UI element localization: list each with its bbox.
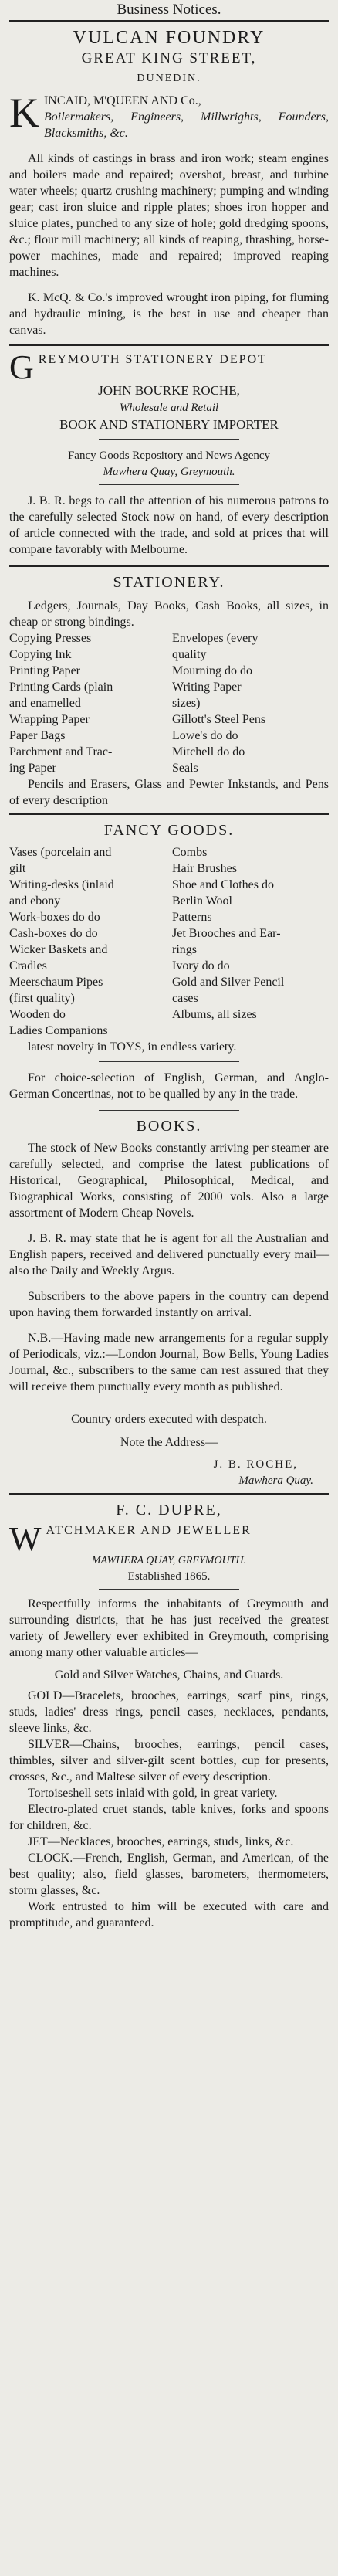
- stationery-item-right: Envelopes (every: [172, 632, 259, 645]
- depot-owner: JOHN BOURKE ROCHE,: [98, 383, 240, 398]
- fancy-row: [9, 958, 329, 974]
- books-sign-place: Mawhera Quay.: [238, 1475, 313, 1487]
- depot-title: REYMOUTH STATIONERY DEPOT: [38, 353, 267, 366]
- stationery-item-right: Seals: [172, 762, 198, 775]
- books-heading: BOOKS.: [136, 1118, 202, 1135]
- fancy-item-left: gilt: [9, 862, 26, 875]
- books-sign-name: J. B. ROCHE,: [213, 1458, 298, 1471]
- books-p2: J. B. R. may state that he is agent for all the Australian and English papers, received and delivered punctually every mail—also the Daily and Weekly Argus.: [9, 1232, 329, 1278]
- stationery-row: [9, 711, 329, 728]
- stationery-item-right: Lowe's do do: [172, 729, 238, 742]
- stationery-item-left: Printing Cards (plain: [9, 680, 113, 694]
- depot-importer: BOOK AND STATIONERY IMPORTER: [59, 417, 279, 432]
- fancy-concertinas: For choice-selection of English, German, and Anglo-German Concertinas, not to be qualled by any in the trade.: [9, 1071, 329, 1101]
- dupre-clock: CLOCK.—French, English, German, and American, of the best quality; also, field glasses, barometers, thermometers, storm glasses, &c.: [9, 1851, 329, 1897]
- depot-address: Mawhera Quay, Greymouth.: [103, 466, 235, 478]
- fancy-row: [9, 860, 329, 877]
- stationery-row: [9, 744, 329, 760]
- fancy-item-left: Cradles: [9, 959, 47, 972]
- fancy-item-left: Vases (porcelain and: [9, 846, 112, 859]
- stationery-tail: Pencils and Erasers, Glass and Pewter Inkstands, and Pens of every description: [9, 778, 329, 807]
- fancy-row: [9, 844, 329, 860]
- rule-5: [9, 1493, 329, 1495]
- books-note: Note the Address—: [120, 1436, 218, 1449]
- fancy-item-right: Combs: [172, 846, 208, 859]
- dupre-place: MAWHERA QUAY, GREYMOUTH.: [91, 1555, 247, 1566]
- fancy-item-left: and ebony: [9, 894, 61, 908]
- header-rule: [9, 20, 329, 22]
- fancy-item-right: Jet Brooches and Ear-: [172, 927, 281, 940]
- dupre-tortoise: Tortoiseshell sets inlaid with gold, in great variety.: [28, 1787, 278, 1800]
- stationery-item-right: Mourning do do: [172, 664, 252, 677]
- fancy-item-right: Shoe and Clothes do: [172, 878, 274, 891]
- fancy-rule: [99, 1061, 239, 1062]
- fancy-item-right: Berlin Wool: [172, 894, 232, 908]
- fancy-item-left: Cash-boxes do do: [9, 927, 98, 940]
- fancy-row: [9, 877, 329, 893]
- stationery-row: [9, 663, 329, 679]
- vulcan-body: All kinds of castings in brass and iron work; steam engines and boilers made and repaired; overshot, breast, and turbine water wheels; quartz crushing machinery; pumping and winding gear; cast iron sluice and ripple plates; shoes iron hopper and sluice plates, punched to any size of hole; gold dredging spoons, &c.; flour mill machinery; all kinds of reaping, thrashing, horse-power machines, made and repaired; improved reaping machines.: [9, 152, 329, 279]
- fancy-item-right: Ivory do do: [172, 959, 230, 972]
- books-p1: The stock of New Books constantly arriving per steamer are carefully selected, and comprise the latest publications of Historical, Geographical, Philosophical, Medical, and Biographical Works, consisting of 2000 vols. Also a large assortment of Modern Cheap Novels.: [9, 1142, 329, 1220]
- fancy-row: [9, 893, 329, 909]
- stationery-row: [9, 695, 329, 711]
- fancy-item-left: Writing-desks (inlaid: [9, 878, 114, 891]
- fancy-item-right: Gold and Silver Pencil: [172, 976, 285, 989]
- dupre-electro: Electro-plated cruet stands, table knives, forks and spoons for children, &c.: [9, 1803, 329, 1832]
- depot-intro: J. B. R. begs to call the attention of his numerous patrons to the carefully selected Stock now on hand, of every description of article connected with the trade, and sold at prices that will compare favorably with Melbourne.: [9, 494, 329, 556]
- vulcan-title: VULCAN FOUNDRY: [73, 28, 265, 48]
- fancy-item-right: cases: [172, 992, 198, 1005]
- fancy-list: [9, 844, 329, 1039]
- fancy-item-right: Patterns: [172, 911, 212, 924]
- vulcan-city: DUNEDIN.: [137, 73, 201, 84]
- stationery-item-right: Writing Paper: [172, 680, 242, 694]
- books-p4: N.B.—Having made new arrangements for a regular supply of Periodicals, viz.:—London Journal, Bow Bells, Young Ladies Journal, &c., subscribers to the same can rest assured that they will receive them punctually every month as published.: [9, 1332, 329, 1393]
- section-header: Business Notices.: [117, 2, 221, 18]
- books-p3: Subscribers to the above papers in the country can depend upon having them forwarded instantly on arrival.: [9, 1290, 329, 1319]
- fancy-row: [9, 909, 329, 925]
- fancy-heading: FANCY GOODS.: [103, 822, 235, 839]
- depot-fancy-line: Fancy Goods Repository and News Agency: [67, 450, 271, 462]
- fancy-item-left: Work-boxes do do: [9, 911, 100, 924]
- fancy-item-left: Wooden do: [9, 1008, 66, 1021]
- dupre-goods-head: Gold and Silver Watches, Chains, and Guards.: [54, 1668, 284, 1682]
- dupre-intro: Respectfully informs the inhabitants of Greymouth and surrounding districts, that he has just received the greatest variety of Jewellery ever exhibited in Greymouth, comprising among many other valuable articles—: [9, 1597, 329, 1659]
- dupre-silver: SILVER—Chains, brooches, earrings, pencil cases, thimbles, silver and silver-gilt scent bottles, cup for presents, crosses, &c., and Maltese silver of every description.: [9, 1738, 329, 1784]
- rule-2: [9, 565, 329, 567]
- stationery-list: [9, 630, 329, 776]
- fancy-item-right: Hair Brushes: [172, 862, 237, 875]
- depot-rule-2: [99, 484, 239, 485]
- fancy-item-left: Meerschaum Pipes: [9, 976, 103, 989]
- fancy-item-right: Albums, all sizes: [172, 1008, 257, 1021]
- rule-3: [9, 813, 329, 815]
- fancy-item-right: rings: [172, 943, 197, 956]
- stationery-item-left: and enamelled: [9, 697, 81, 710]
- stationery-heading: STATIONERY.: [113, 574, 225, 591]
- vulcan-foundry-ad: [9, 26, 329, 338]
- dupre-dropcap: W: [9, 1520, 42, 1558]
- dupre-gold: GOLD—Bracelets, brooches, earrings, scarf pins, rings, studs, ladies' dress rings, pencil cases, necklaces, pendants, sleeve links, &c.: [9, 1689, 329, 1735]
- notices-column: [9, 0, 329, 1931]
- stationery-row: [9, 728, 329, 744]
- stationery-item-left: Parchment and Trac-: [9, 745, 113, 759]
- stationery-lead: Ledgers, Journals, Day Books, Cash Books, all sizes, in cheap or strong bindings.: [9, 599, 329, 629]
- depot-rule: [99, 439, 239, 440]
- dupre-trade: ATCHMAKER AND JEWELLER: [46, 1524, 252, 1537]
- fancy-row: [9, 1023, 329, 1039]
- stationery-item-right: Gillott's Steel Pens: [172, 713, 266, 726]
- dupre-title: F. C. DUPRE,: [116, 1502, 222, 1519]
- vulcan-firm: INCAID, M'QUEEN AND Co.,: [44, 94, 201, 107]
- stationery-row: [9, 630, 329, 647]
- stationery-item-left: ing Paper: [9, 762, 56, 775]
- stationery-item-right: quality: [172, 648, 207, 661]
- depot-dropcap: G: [9, 348, 34, 386]
- fancy-row: [9, 974, 329, 990]
- stationery-item-right: Mitchell do do: [172, 745, 245, 759]
- stationery-row: [9, 760, 329, 776]
- vulcan-street: GREAT KING STREET,: [81, 50, 257, 66]
- dupre-jet: JET—Necklaces, brooches, earrings, studs, links, &c.: [28, 1835, 294, 1848]
- books-country: Country orders executed with despatch.: [71, 1413, 267, 1426]
- stationery-item-left: Printing Paper: [9, 664, 80, 677]
- fancy-item-left: Wicker Baskets and: [9, 943, 108, 956]
- stationery-row: [9, 647, 329, 663]
- stationery-item-left: Paper Bags: [9, 729, 66, 742]
- stationery-item-left: Copying Presses: [9, 632, 92, 645]
- dupre-ad: [9, 1499, 329, 1931]
- stationery-row: [9, 679, 329, 695]
- vulcan-piping: K. McQ. & Co.'s improved wrought iron piping, for fluming and hydraulic mining, is the best in use and cheaper than canvas.: [9, 291, 329, 337]
- stationery-depot-ad: [9, 348, 329, 558]
- fancy-row: [9, 990, 329, 1006]
- rule-4: [99, 1110, 239, 1111]
- fancy-row: [9, 942, 329, 958]
- stationery-section: [9, 572, 329, 809]
- vulcan-trades: Boilermakers, Engineers, Millwrights, Founders, Blacksmiths, &c.: [44, 110, 329, 140]
- stationery-item-right: sizes): [172, 697, 201, 710]
- vulcan-dropcap: K: [9, 90, 39, 136]
- fancy-row: [9, 1006, 329, 1023]
- fancy-goods-section: [9, 820, 329, 1102]
- fancy-item-left: (first quality): [9, 992, 75, 1005]
- dupre-est: Established 1865.: [127, 1570, 211, 1583]
- stationery-item-left: Copying Ink: [9, 648, 72, 661]
- fancy-item-left: Ladies Companions: [9, 1024, 108, 1037]
- depot-sub: Wholesale and Retail: [119, 402, 219, 414]
- fancy-row: [9, 925, 329, 942]
- rule-1: [9, 344, 329, 346]
- books-section: [9, 1115, 329, 1488]
- dupre-rule: [99, 1589, 239, 1590]
- dupre-work: Work entrusted to him will be executed with care and promptitude, and guaranteed.: [9, 1900, 329, 1929]
- fancy-item-right: [166, 1023, 329, 1039]
- stationery-item-left: Wrapping Paper: [9, 713, 90, 726]
- fancy-toys: latest novelty in TOYS, in endless variety.: [28, 1040, 237, 1054]
